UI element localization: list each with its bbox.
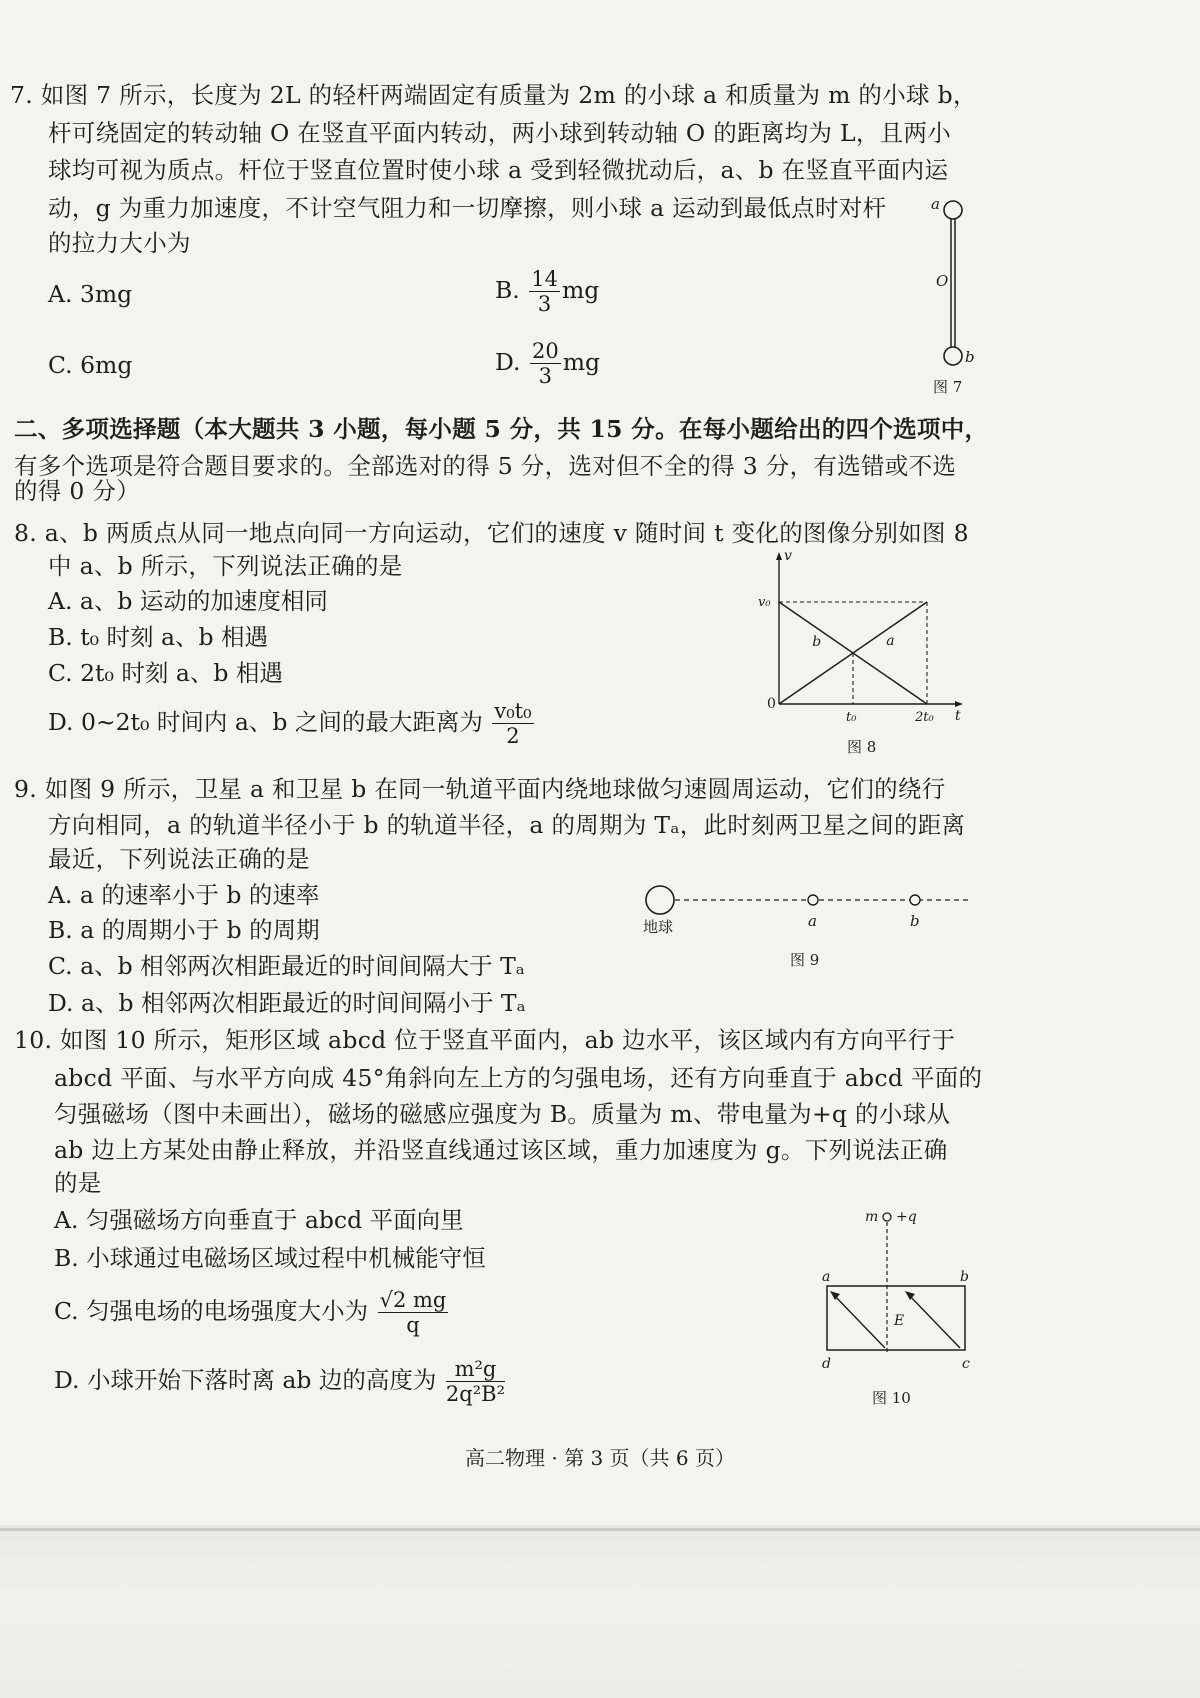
fig8-tick-2t0: 2t₀: [915, 710, 934, 725]
fig10-field-arrowhead-right: [905, 1291, 915, 1300]
fig10-label-c: c: [962, 1356, 970, 1372]
fig10-caption: 图 10: [872, 1389, 911, 1407]
fig8-axes: [758, 548, 963, 725]
fig10-label-m: m: [865, 1209, 879, 1225]
fig8-series-label-b: b: [812, 633, 822, 650]
section-2-line-2: 有多个选项是符合题目要求的。全部选对的得 5 分，选对但不全的得 3 分，有选错或不选: [14, 452, 957, 480]
q10-option-a: A. 匀强磁场方向垂直于 abcd 平面向里: [54, 1206, 464, 1234]
fig7-label-b: b: [965, 348, 975, 366]
q8-option-b: B. t₀ 时刻 a、b 相遇: [48, 623, 269, 651]
q10-option-d-num: m²g: [446, 1358, 505, 1382]
q8-option-a: A. a、b 运动的加速度相同: [48, 587, 328, 615]
fig10-label-a: a: [822, 1269, 831, 1285]
q10-line-4: ab 边上方某处由静止释放，并沿竖直线通过该区域，重力加速度为 g。下列说法正确: [54, 1136, 948, 1164]
q10-line-2: abcd 平面、与水平方向成 45°角斜向左上方的匀强电场，还有方向垂直于 abcd 平面的: [54, 1064, 983, 1092]
q7-line-5: 的拉力大小为: [48, 229, 191, 257]
q9-option-b: B. a 的周期小于 b 的周期: [48, 916, 320, 944]
fig7-caption: 图 7: [933, 378, 963, 396]
q8-option-d-den: 2: [506, 724, 520, 749]
q9-option-d: D. a、b 相邻两次相距最近的时间间隔小于 Tₐ: [48, 989, 526, 1017]
fig10-field-arrow-left: [832, 1293, 885, 1348]
q8-line-1: 8. a、b 两质点从同一地点向同一方向运动，它们的速度 v 随时间 t 变化的图像分别如图 8: [14, 519, 969, 547]
fig10-label-d: d: [822, 1356, 831, 1372]
fig8-caption: 图 8: [847, 738, 877, 756]
fig10-label-e: E: [894, 1313, 905, 1329]
q7-option-b-suffix: mg: [561, 276, 600, 305]
fig8-tick-v0: v₀: [758, 595, 771, 610]
q10-option-c-prefix: C. 匀强电场的电场强度大小为: [54, 1297, 369, 1326]
scan-bottom-shadow: [0, 1525, 1200, 1698]
fig7-label-o: O: [936, 272, 949, 290]
q8-option-d-prefix: D. 0~2t₀ 时间内 a、b 之间的最大距离为: [48, 708, 483, 737]
fig7-label-a: a: [931, 195, 940, 213]
q7-option-b-fraction: [529, 268, 560, 315]
q7-option-d-num: 20: [531, 339, 559, 363]
fig8-tick-t0: t₀: [846, 710, 857, 725]
q10-option-d-fraction: [446, 1358, 505, 1405]
fig10-label-q: +q: [896, 1209, 917, 1225]
q8-option-d-fraction: [492, 700, 533, 747]
fig9-label-a: a: [808, 912, 817, 930]
fig9-earth: [646, 886, 674, 914]
q7-option-d-prefix: D.: [495, 348, 521, 377]
q10-line-3: 匀强磁场（图中未画出），磁场的磁感应强度为 B。质量为 m、带电量为+q 的小球从: [54, 1100, 951, 1128]
fig8-y-arrow: [776, 552, 782, 560]
q9-line-1: 9. 如图 9 所示，卫星 a 和卫星 b 在同一轨道平面内绕地球做匀速圆周运动，它们的绕行: [14, 775, 946, 803]
q7-option-d-fraction: [530, 340, 561, 387]
q7-line-4: 动，g 为重力加速度，不计空气阻力和一切摩擦，则小球 a 运动到最低点时对杆: [48, 194, 887, 222]
q8-option-c: C. 2t₀ 时刻 a、b 相遇: [48, 659, 283, 687]
q7-option-a: A. 3mg: [48, 280, 133, 308]
fig10-ball: [883, 1213, 891, 1221]
q9-option-a: A. a 的速率小于 b 的速率: [48, 881, 320, 909]
q9-line-3: 最近，下列说法正确的是: [48, 845, 310, 873]
q10-option-c-fraction: [378, 1289, 449, 1336]
q7-option-b-den: 3: [537, 292, 552, 317]
q7-line-3: 球均可视为质点。杆位于竖直位置时使小球 a 受到轻微扰动后，a、b 在竖直平面内运: [48, 156, 949, 184]
q10-line-5: 的是: [54, 1169, 102, 1197]
fig8-y-label: v: [784, 548, 792, 564]
q10-option-c-den: q: [406, 1313, 420, 1338]
figure-8-chart: [755, 548, 975, 758]
q7-line-2: 杆可绕固定的转动轴 O 在竖直平面内转动，两小球到转动轴 O 的距离均为 L，且两小: [48, 119, 952, 147]
fig8-x-arrow: [955, 701, 963, 707]
q7-option-d-den: 3: [538, 364, 553, 389]
fig9-caption: 图 9: [790, 951, 820, 969]
q10-option-d-den: 2q²B²: [445, 1382, 505, 1407]
q7-line-1: 7. 如图 7 所示，长度为 2L 的轻杆两端固定有质量为 2m 的小球 a 和质量为 m 的小球 b，: [10, 81, 977, 109]
q7-option-b-prefix: B.: [495, 276, 520, 305]
q7-option-c: C. 6mg: [48, 351, 133, 379]
section-2-line-1: 二、多项选择题（本大题共 3 小题，每小题 5 分，共 15 分。在每小题给出的四个选项中，: [14, 415, 989, 443]
figure-7: [925, 190, 985, 400]
figure-9: [635, 880, 975, 980]
q9-option-c: C. a、b 相邻两次相距最近的时间间隔大于 Tₐ: [48, 952, 525, 980]
q7-option-d-suffix: mg: [562, 348, 601, 377]
q10-option-d: [54, 1358, 507, 1405]
q10-option-c-num: √2 mg: [379, 1288, 447, 1312]
page-footer: 高二物理 · 第 3 页（共 6 页）: [465, 1446, 735, 1470]
q10-option-b: B. 小球通过电磁场区域过程中机械能守恒: [54, 1244, 486, 1272]
figure-10: [810, 1205, 980, 1420]
fig10-field-arrowhead-left: [830, 1291, 840, 1300]
q10-option-c: [54, 1289, 450, 1336]
fig7-ball-b: [944, 347, 962, 365]
q10-line-1: 10. 如图 10 所示，矩形区域 abcd 位于竖直平面内，ab 边水平，该区域内有方向平行于: [14, 1026, 956, 1054]
q8-option-d: [48, 700, 536, 747]
fig9-earth-label: 地球: [643, 918, 674, 936]
fig10-field-arrow-right: [907, 1293, 960, 1348]
section-2-line-3: 的得 0 分）: [14, 477, 140, 505]
fig8-x-label: t: [955, 708, 961, 724]
q10-option-d-prefix: D. 小球开始下落时离 ab 边的高度为: [54, 1366, 437, 1395]
q7-option-d: [495, 340, 600, 387]
fig8-tick-origin: 0: [767, 696, 776, 712]
scan-bottom-edge: [0, 1528, 1200, 1531]
q7-option-b-num: 14: [531, 267, 558, 291]
fig9-satellite-b: [910, 895, 920, 905]
fig9-label-b: b: [910, 912, 920, 930]
q9-line-2: 方向相同，a 的轨道半径小于 b 的轨道半径，a 的周期为 Tₐ，此时刻两卫星之间的距离: [48, 811, 966, 839]
q7-option-b: [495, 268, 599, 315]
q8-line-2: 中 a、b 所示，下列说法正确的是: [48, 552, 403, 580]
q8-option-d-num: v₀t₀: [494, 699, 532, 723]
fig9-satellite-a: [808, 895, 818, 905]
fig10-label-b: b: [960, 1269, 969, 1285]
fig8-series-label-a: a: [886, 632, 895, 649]
fig7-ball-a: [944, 201, 962, 219]
